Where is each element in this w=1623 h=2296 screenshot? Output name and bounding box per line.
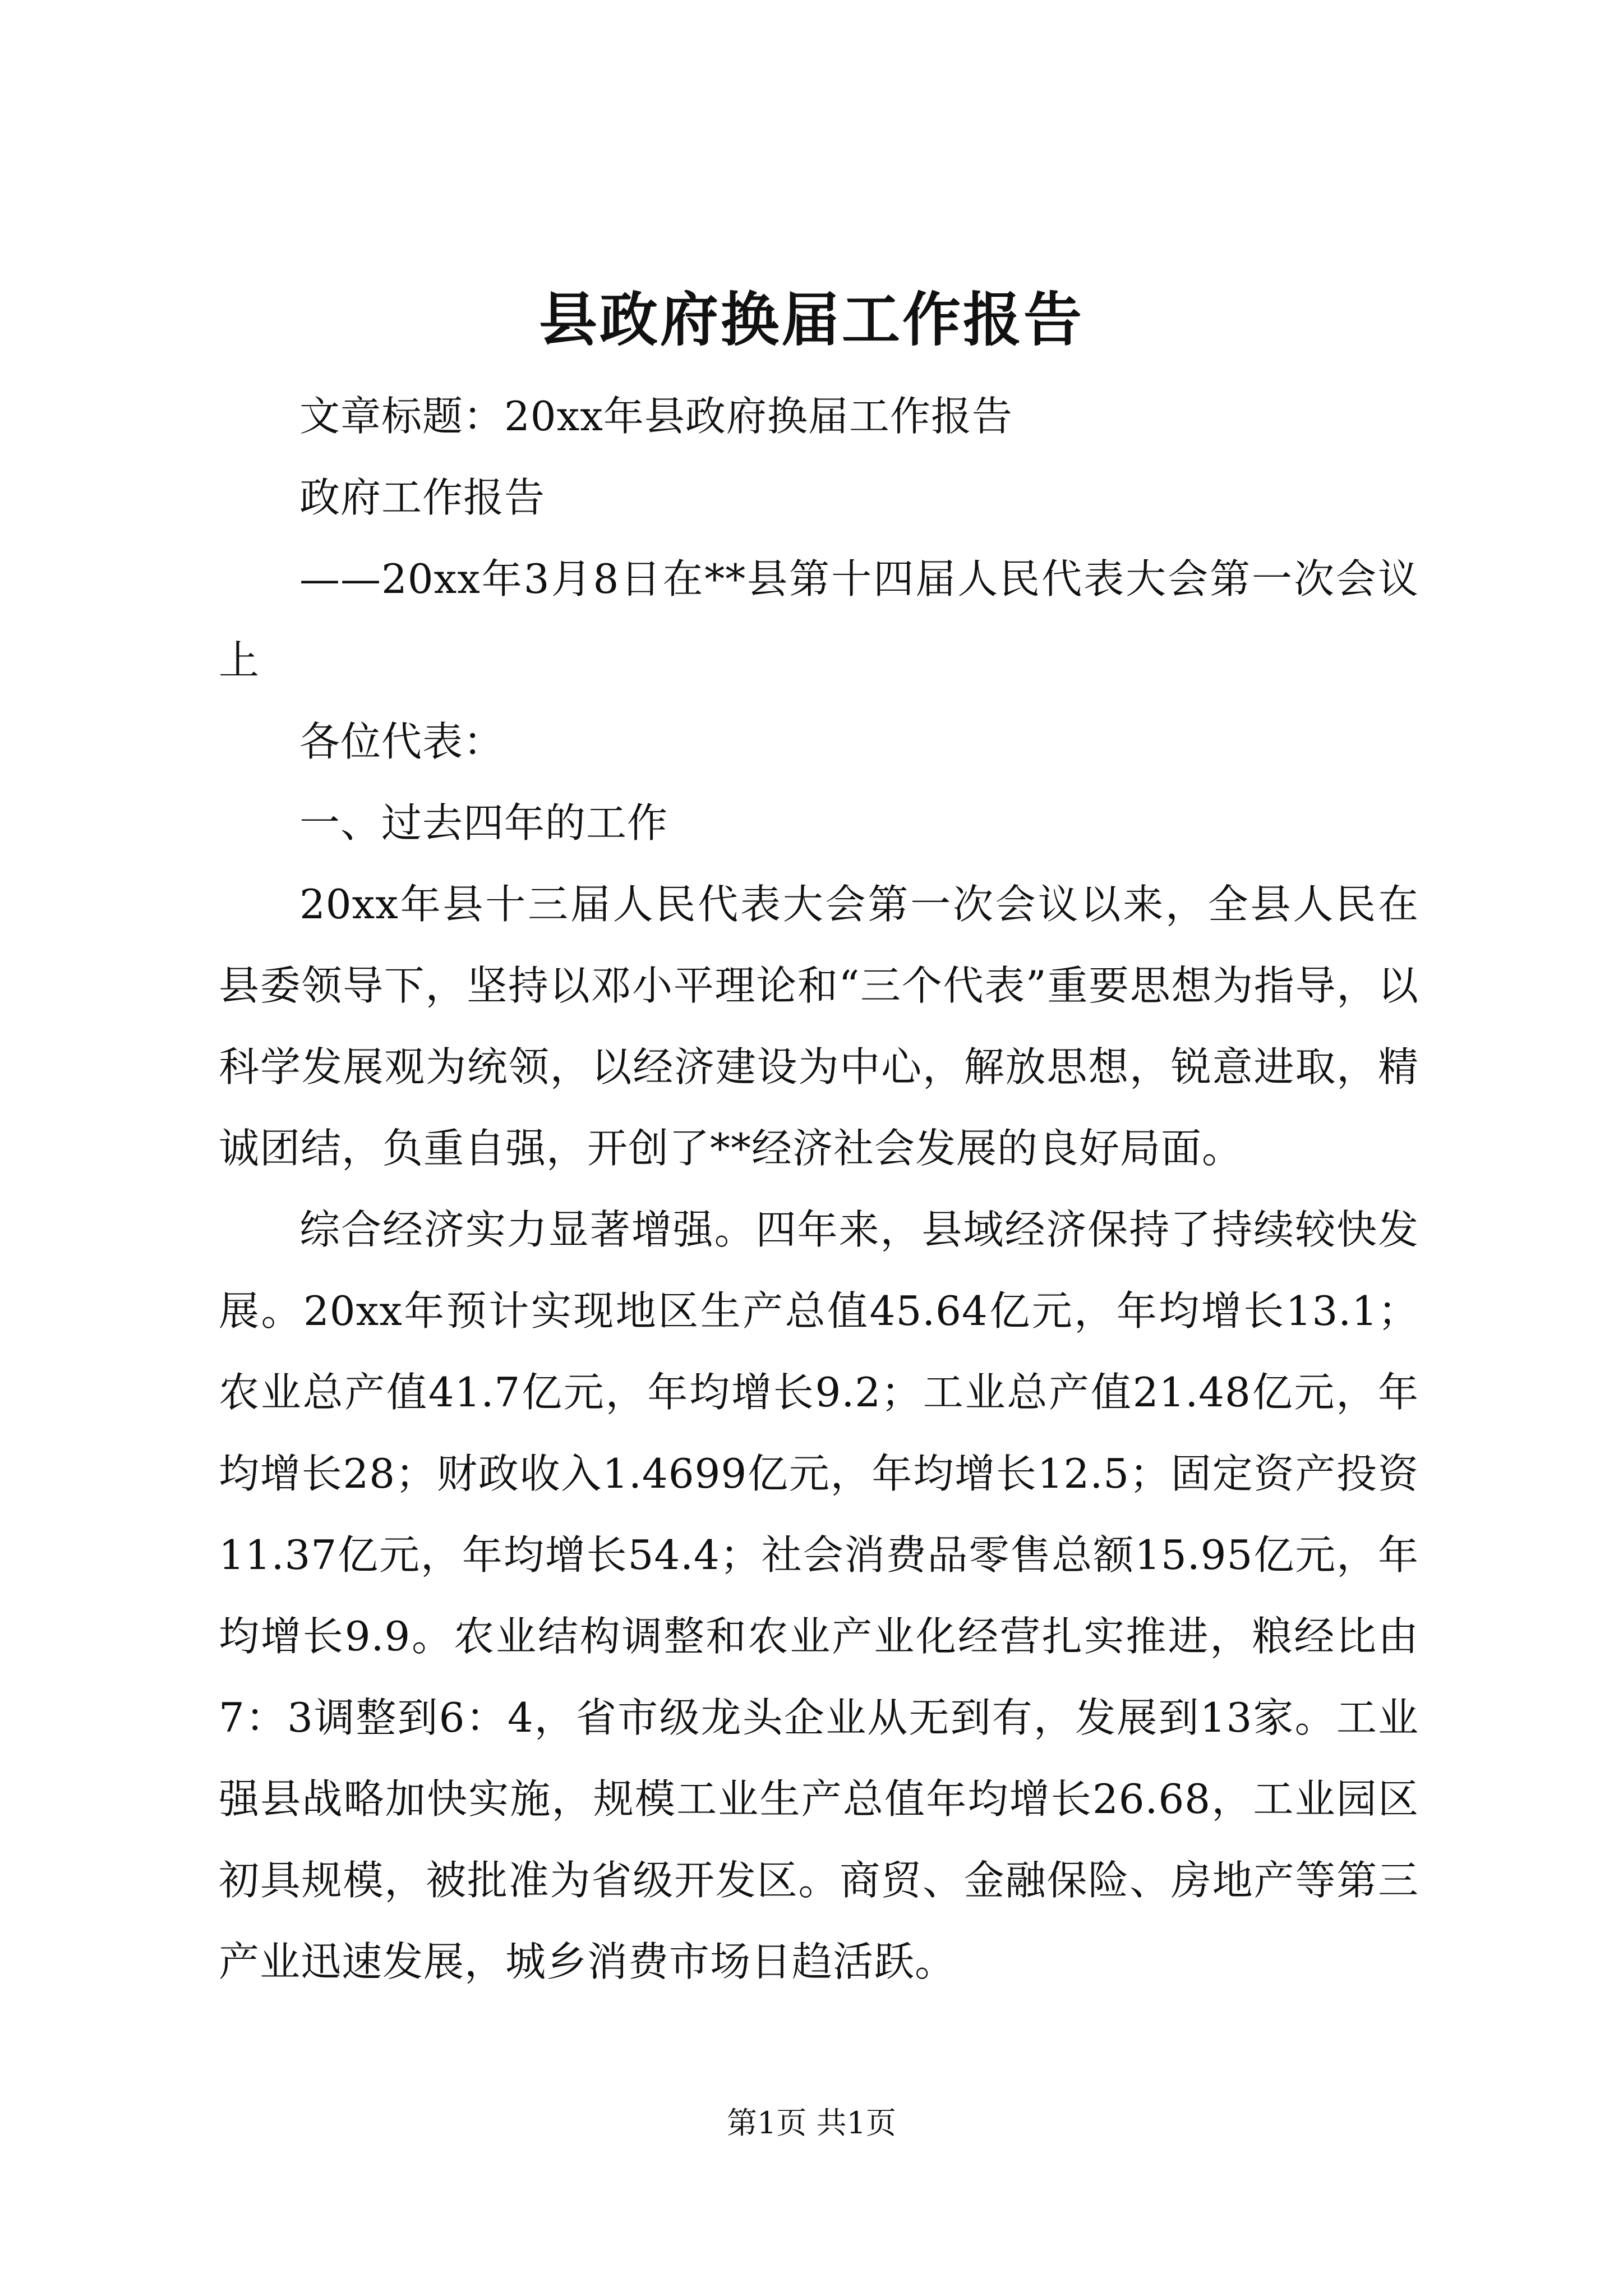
page-number-footer: 第1页 共1页 <box>727 2105 896 2141</box>
report-subtitle: ——20xx年3月8日在**县第十四届人民代表大会第一次会议上 <box>219 555 1419 684</box>
section-heading: 一、过去四年的工作 <box>299 799 668 846</box>
body-paragraph: 综合经济实力显著增强。四年来，县域经济保持了持续较快发展。20xx年预计实现地区生产总值45.64亿元，年均增长13.1；农业总产值41.7亿元，年均增长9.2；工业总产值21.48亿元，年均增长28；财政收入1.4699亿元，年均增长12.5；固定资产投资11.37亿元，年均增长54.4；社会消费品零售总额15.95亿元，年均增长9.9。农业结构调整和农业产业化经营扎实推进，粮经比由7：3调整到6：4，省市级龙头企业从无到有，发展到13家。工业强县战略加快实施，规模工业生产总值年均增长26.68，工业园区初具规模，被批准为省级开发区。商贸、金融保险、房地产等第三产业迅速发展，城乡消费市场日趋活跃。 <box>219 1206 1419 1985</box>
salutation: 各位代表： <box>299 718 505 765</box>
document-title: 县政府换届工作报告 <box>538 285 1084 354</box>
report-heading: 政府工作报告 <box>299 474 546 521</box>
body-paragraph: 20xx年县十三届人民代表大会第一次会议以来，全县人民在县委领导下，坚持以邓小平理论和“三个代表”重要思想为指导，以科学发展观为统领，以经济建设为中心，解放思想，锐意进取，精诚团结，负重自强，开创了**经济社会发展的良好局面。 <box>219 881 1419 1172</box>
article-title-line: 文章标题：20xx年县政府换届工作报告 <box>299 393 1013 440</box>
document-body <box>219 376 1419 2003</box>
